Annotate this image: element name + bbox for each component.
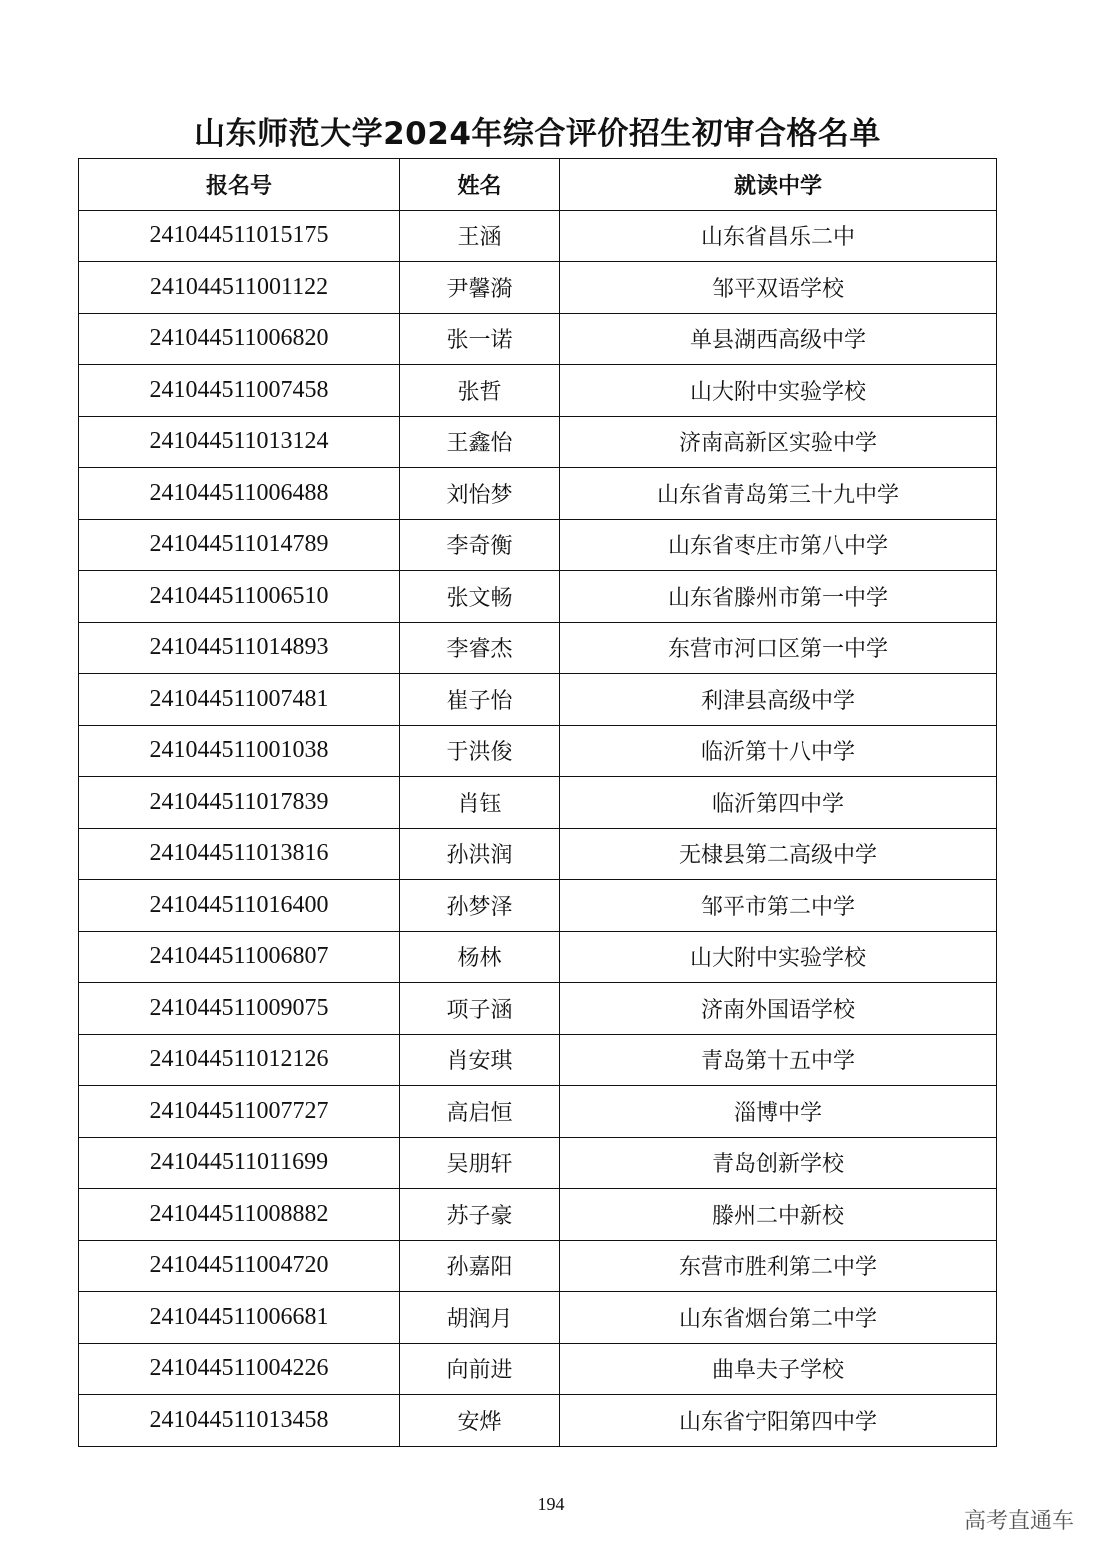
cell-registration-number: 241044511004720	[79, 1240, 400, 1292]
cell-registration-number: 241044511013458	[79, 1395, 400, 1447]
cell-name: 于洪俊	[400, 725, 560, 777]
page-number: 194	[537, 1494, 565, 1514]
table-row	[79, 777, 997, 829]
cell-name: 肖安琪	[400, 1034, 560, 1086]
table-row	[79, 622, 997, 674]
cell-school: 山大附中实验学校	[560, 365, 997, 417]
cell-registration-number: 241044511004226	[79, 1343, 400, 1395]
cell-school: 山东省烟台第二中学	[560, 1292, 997, 1344]
cell-registration-number: 241044511007458	[79, 365, 400, 417]
table-body	[79, 210, 997, 1446]
cell-school: 山东省宁阳第四中学	[560, 1395, 997, 1447]
cell-registration-number: 241044511001038	[79, 725, 400, 777]
cell-school: 山大附中实验学校	[560, 931, 997, 983]
table-row	[79, 519, 997, 571]
cell-registration-number: 241044511013124	[79, 416, 400, 468]
cell-school: 曲阜夫子学校	[560, 1343, 997, 1395]
cell-registration-number: 241044511006681	[79, 1292, 400, 1344]
cell-name: 张文畅	[400, 571, 560, 623]
table-row	[79, 828, 997, 880]
cell-school: 青岛第十五中学	[560, 1034, 997, 1086]
table-row	[79, 262, 997, 314]
cell-registration-number: 241044511006807	[79, 931, 400, 983]
header-school: 就读中学	[560, 159, 997, 211]
cell-school: 东营市胜利第二中学	[560, 1240, 997, 1292]
table-row	[79, 1395, 997, 1447]
cell-name: 刘怡梦	[400, 468, 560, 520]
cell-school: 山东省枣庄市第八中学	[560, 519, 997, 571]
table-row	[79, 1086, 997, 1138]
cell-school: 利津县高级中学	[560, 674, 997, 726]
cell-name: 安烨	[400, 1395, 560, 1447]
cell-registration-number: 241044511016400	[79, 880, 400, 932]
cell-name: 项子涵	[400, 983, 560, 1035]
table-row	[79, 365, 997, 417]
watermark-text: 高考直通车	[963, 1509, 1074, 1534]
cell-name: 崔子怡	[400, 674, 560, 726]
cell-school: 邹平双语学校	[560, 262, 997, 314]
cell-name: 张哲	[400, 365, 560, 417]
table-row	[79, 725, 997, 777]
table-row	[79, 210, 997, 262]
cell-name: 杨林	[400, 931, 560, 983]
table-row	[79, 571, 997, 623]
table-row	[79, 931, 997, 983]
cell-school: 东营市河口区第一中学	[560, 622, 997, 674]
cell-name: 王鑫怡	[400, 416, 560, 468]
cell-registration-number: 241044511006488	[79, 468, 400, 520]
cell-name: 苏子豪	[400, 1189, 560, 1241]
cell-name: 张一诺	[400, 313, 560, 365]
table-header-row	[79, 159, 997, 211]
table-row	[79, 1137, 997, 1189]
cell-school: 临沂第四中学	[560, 777, 997, 829]
cell-registration-number: 241044511014893	[79, 622, 400, 674]
table-row	[79, 313, 997, 365]
cell-name: 王涵	[400, 210, 560, 262]
cell-school: 淄博中学	[560, 1086, 997, 1138]
cell-name: 李奇衡	[400, 519, 560, 571]
cell-school: 单县湖西高级中学	[560, 313, 997, 365]
cell-school: 邹平市第二中学	[560, 880, 997, 932]
cell-name: 孙梦泽	[400, 880, 560, 932]
cell-name: 孙洪润	[400, 828, 560, 880]
table-row	[79, 416, 997, 468]
cell-name: 胡润月	[400, 1292, 560, 1344]
cell-registration-number: 241044511007481	[79, 674, 400, 726]
cell-school: 山东省昌乐二中	[560, 210, 997, 262]
cell-name: 吴朋轩	[400, 1137, 560, 1189]
table-row	[79, 1292, 997, 1344]
table-row	[79, 468, 997, 520]
cell-school: 山东省滕州市第一中学	[560, 571, 997, 623]
cell-registration-number: 241044511017839	[79, 777, 400, 829]
cell-registration-number: 241044511001122	[79, 262, 400, 314]
table-row	[79, 880, 997, 932]
cell-registration-number: 241044511015175	[79, 210, 400, 262]
table-row	[79, 1240, 997, 1292]
cell-name: 肖钰	[400, 777, 560, 829]
cell-registration-number: 241044511011699	[79, 1137, 400, 1189]
cell-name: 李睿杰	[400, 622, 560, 674]
cell-name: 孙嘉阳	[400, 1240, 560, 1292]
admission-list-table	[78, 158, 997, 1447]
header-name: 姓名	[400, 159, 560, 211]
cell-registration-number: 241044511012126	[79, 1034, 400, 1086]
cell-school: 临沂第十八中学	[560, 725, 997, 777]
cell-registration-number: 241044511008882	[79, 1189, 400, 1241]
cell-registration-number: 241044511014789	[79, 519, 400, 571]
cell-school: 青岛创新学校	[560, 1137, 997, 1189]
header-registration-number: 报名号	[79, 159, 400, 211]
cell-name: 尹馨漪	[400, 262, 560, 314]
cell-school: 山东省青岛第三十九中学	[560, 468, 997, 520]
cell-school: 济南高新区实验中学	[560, 416, 997, 468]
table-row	[79, 1343, 997, 1395]
document-title: 山东师范大学2024年综合评价招生初审合格名单	[194, 116, 881, 152]
table-row	[79, 983, 997, 1035]
cell-registration-number: 241044511006510	[79, 571, 400, 623]
cell-registration-number: 241044511007727	[79, 1086, 400, 1138]
cell-name: 高启恒	[400, 1086, 560, 1138]
table-row	[79, 674, 997, 726]
cell-school: 滕州二中新校	[560, 1189, 997, 1241]
cell-name: 向前进	[400, 1343, 560, 1395]
table-row	[79, 1189, 997, 1241]
cell-registration-number: 241044511009075	[79, 983, 400, 1035]
cell-school: 济南外国语学校	[560, 983, 997, 1035]
cell-registration-number: 241044511013816	[79, 828, 400, 880]
cell-school: 无棣县第二高级中学	[560, 828, 997, 880]
table-row	[79, 1034, 997, 1086]
cell-registration-number: 241044511006820	[79, 313, 400, 365]
